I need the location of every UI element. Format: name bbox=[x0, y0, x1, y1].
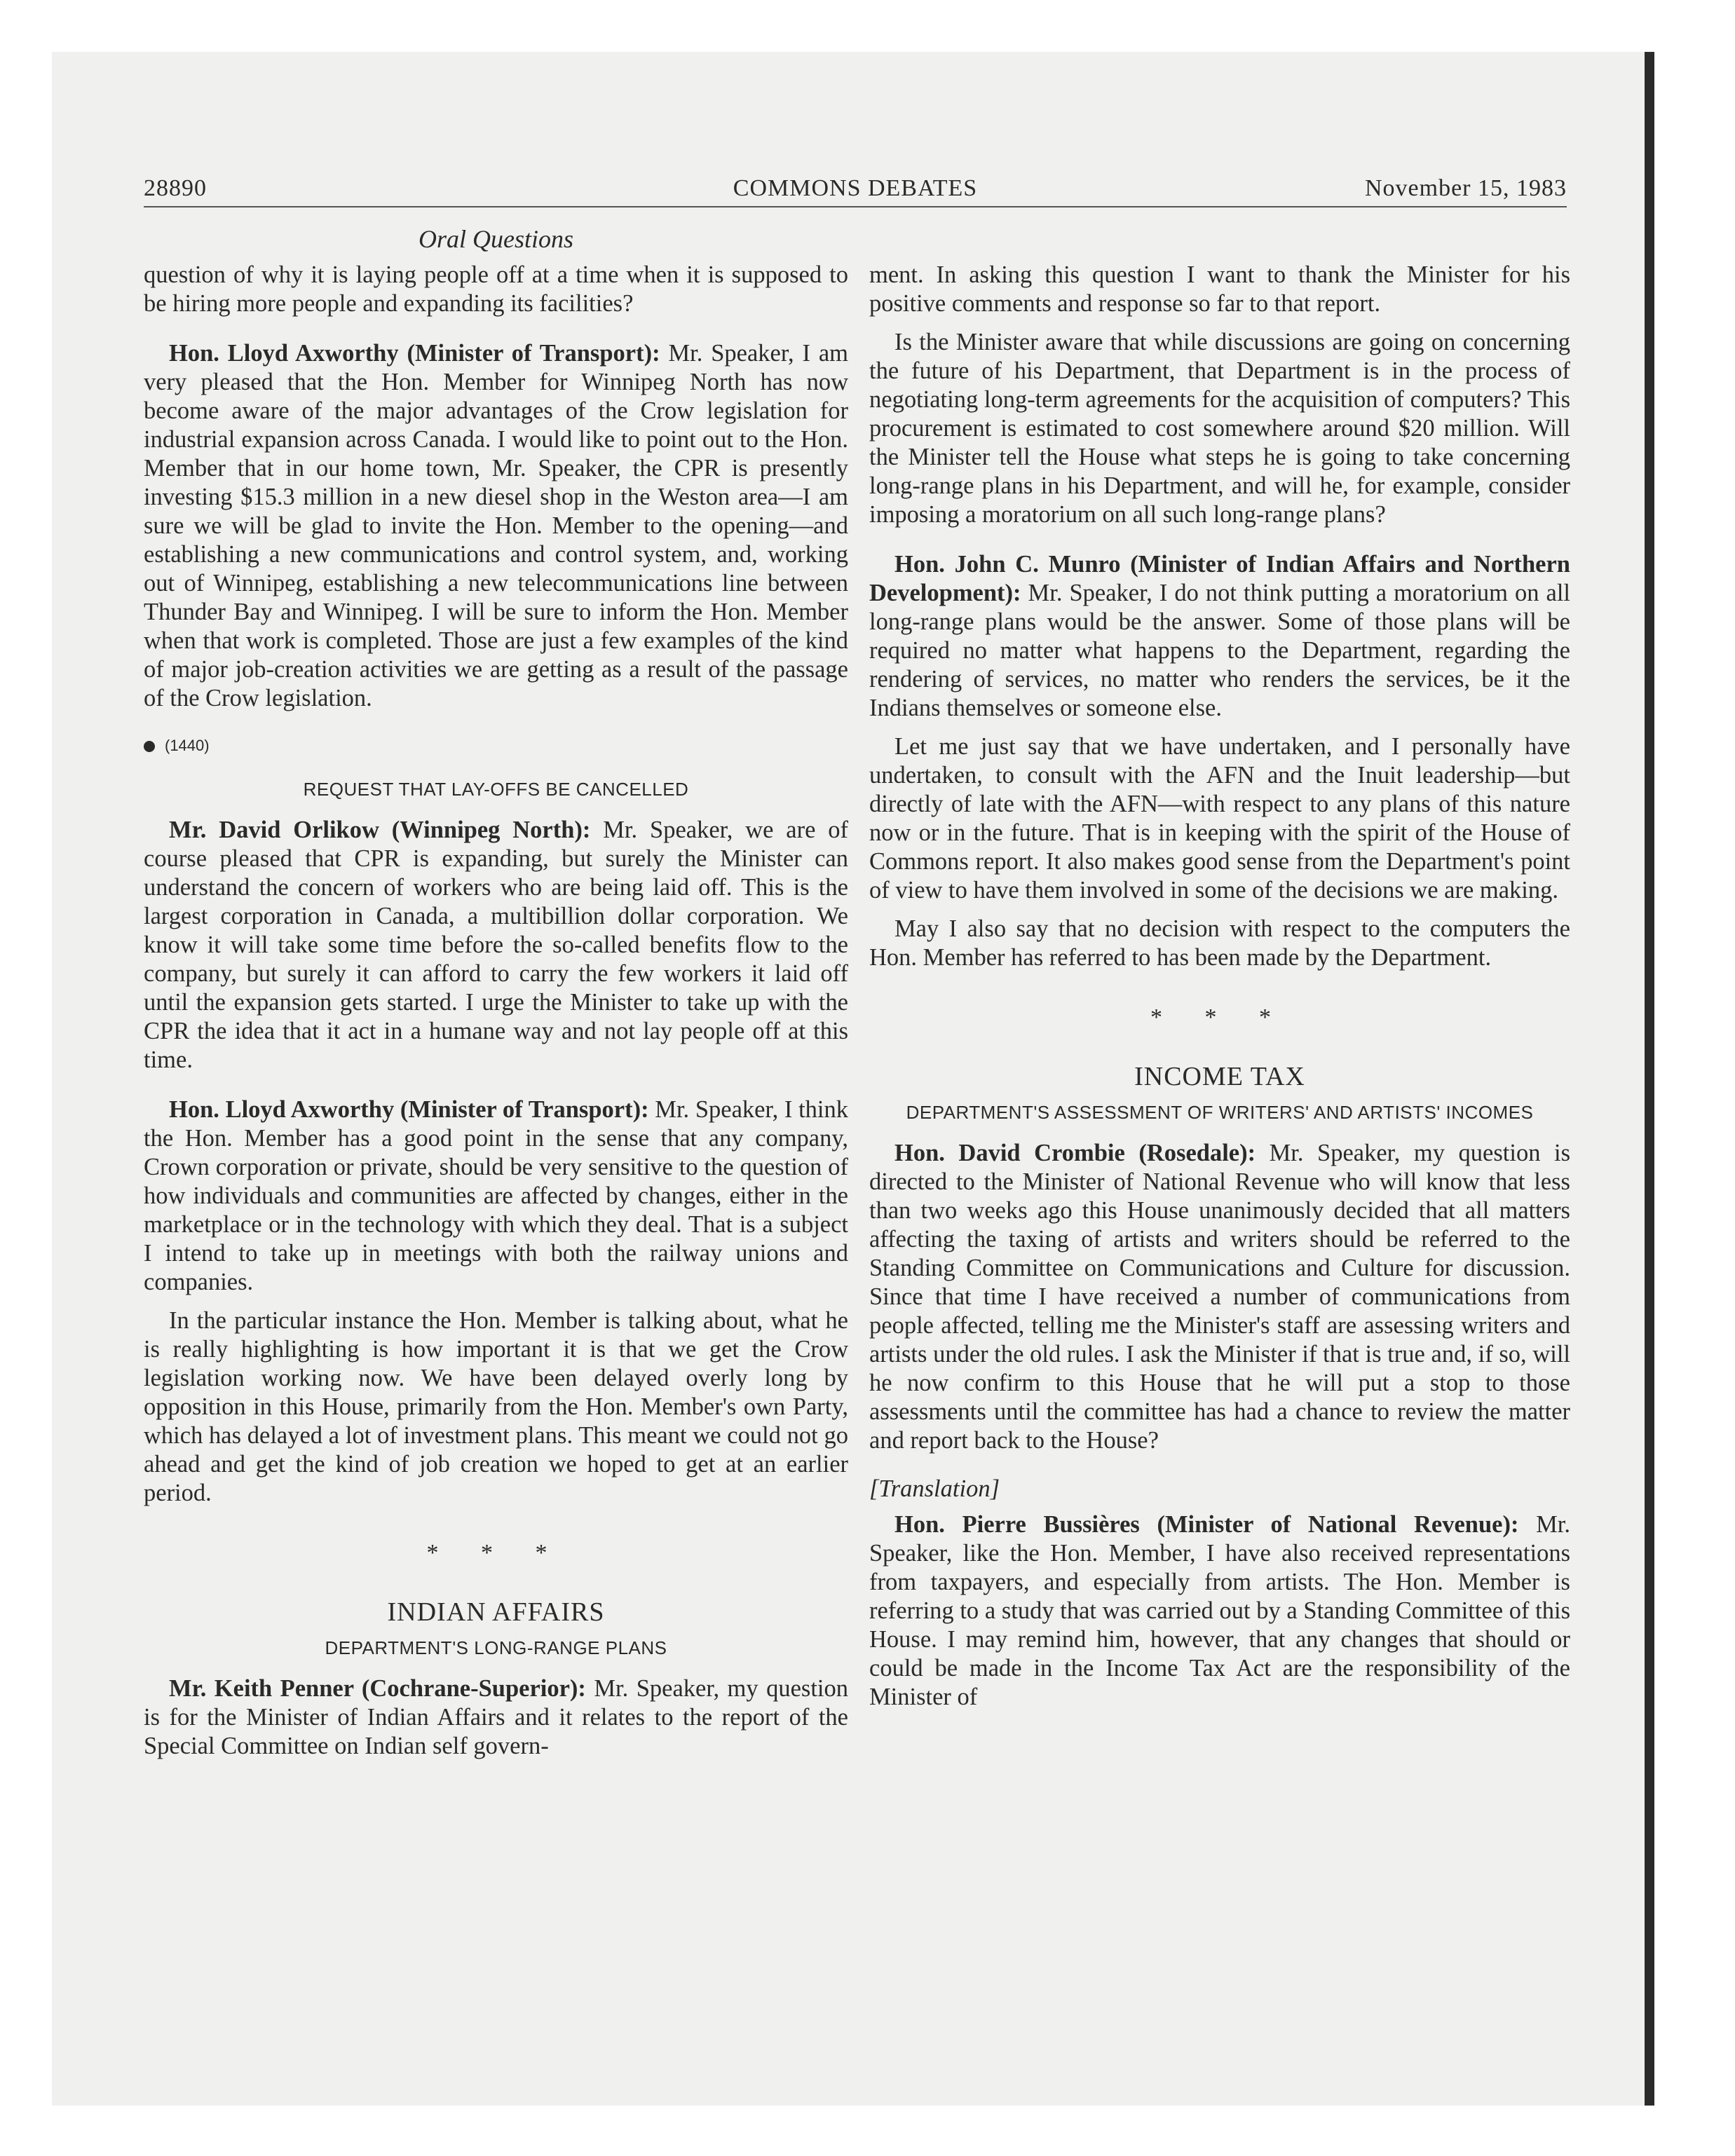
subheading: DEPARTMENT'S LONG-RANGE PLANS bbox=[325, 1637, 667, 1658]
translation-marker: [Translation] bbox=[869, 1475, 1000, 1502]
paragraph: ment. In asking this question I want to thank the Minister for his positive comments and response so far to that report. bbox=[869, 261, 1570, 317]
speech-text: Mr. Speaker, my question is for the Minister of Indian Affairs and it relates to the report of the Special Committee on Indian self govern- bbox=[144, 1675, 848, 1759]
section-divider: * * * bbox=[426, 1540, 566, 1566]
speaker-name: Mr. Keith Penner (Cochrane-Superior): bbox=[169, 1675, 586, 1702]
publication-title: COMMONS DEBATES bbox=[733, 175, 978, 201]
section-label: Oral Questions bbox=[418, 225, 573, 253]
publication-date: November 15, 1983 bbox=[1364, 175, 1567, 201]
section-divider: * * * bbox=[1150, 1004, 1289, 1030]
subheading: DEPARTMENT'S ASSESSMENT OF WRITERS' AND ARTISTS' INCOMES bbox=[906, 1102, 1534, 1123]
paragraph bbox=[144, 339, 848, 713]
paragraph bbox=[144, 1674, 848, 1761]
paragraph bbox=[869, 1510, 1570, 1712]
speech-text: Mr. Speaker, I do not think putting a moratorium on all long-range plans would be the answer. Some of those plans will be required no matter what happens to the Department, regarding the rendering of services, no matter who renders the services, be it the Indians themselves or someone else. bbox=[869, 580, 1570, 721]
subheading: REQUEST THAT LAY-OFFS BE CANCELLED bbox=[303, 779, 689, 800]
section-heading: INCOME TAX bbox=[1134, 1062, 1305, 1091]
paragraph: May I also say that no decision with respect to the computers the Hon. Member has referred to has been made by the Department. bbox=[869, 915, 1570, 971]
speaker-name: Hon. Pierre Bussières (Minister of National Revenue): bbox=[894, 1511, 1519, 1538]
paragraph: In the particular instance the Hon. Member is talking about, what he is really highlighting is how important it is that we get the Crow legislation working now. We have been delayed overly long by opposition in this House, primarily from the Hon. Member's own Party, which has delayed a lot of investment plans. This meant we could not go ahead and get the kind of job creation we hoped to get at an earlier period. bbox=[144, 1307, 848, 1506]
paragraph bbox=[144, 1096, 848, 1297]
speech-text: Mr. Speaker, we are of course pleased that CPR is expanding, but surely the Minister can understand the concern of workers who are being laid off. This is the largest corporation in Canada, a multibillion dollar corporation. We know it will take some time before the so-called benefits flow to the company, but surely it can afford to carry the few workers it laid off until the expansion gets started. I urge the Minister to take up with the CPR the idea that it act in a humane way and not lay people off at this time. bbox=[144, 817, 849, 1073]
left-column bbox=[144, 261, 848, 1770]
speaker-name: Mr. David Orlikow (Winnipeg North): bbox=[169, 817, 591, 843]
speaker-name: Hon. Lloyd Axworthy (Minister of Transport): bbox=[169, 340, 660, 367]
paragraph: question of why it is laying people off at a time when it is supposed to be hiring more people and expanding its facilities? bbox=[144, 261, 848, 317]
speech-text: Mr. Speaker, I think the Hon. Member has a good point in the sense that any company, Crown corporation or private, should be very sensitive to the question of how individuals and communities are affected by changes, either in the marketplace or in the technology with which they deal. That is a subject I intend to take up in meetings with both the railway unions and companies. bbox=[144, 1096, 848, 1295]
speech-text: Mr. Speaker, like the Hon. Member, I have also received representations from taxpayers, and especially from artists. The Hon. Member is referring to a study that was carried out by a Standing Committee of this House. I may remind him, however, that any changes that should or could be made in the Income Tax Act are the responsibility of the Minister of bbox=[869, 1511, 1571, 1710]
page-header bbox=[144, 175, 1567, 207]
page-number: 28890 bbox=[144, 175, 207, 201]
paragraph: Is the Minister aware that while discussions are going on concerning the future of his Department, that Department is in the process of negotiating long-term agreements for the acquisition of computers? This procurement is estimated to cost somewhere around $20 million. Will the Minister tell the House what steps he is going to take concerning long-range plans in his Department, and will he, for example, consider imposing a moratorium on all such long-range plans? bbox=[869, 329, 1570, 528]
bullet-icon bbox=[144, 741, 155, 752]
time-marker: (1440) bbox=[144, 731, 848, 760]
speaker-name: Hon. John C. Munro (Minister of Indian Affairs and Northern Development): bbox=[869, 551, 1570, 606]
speaker-name: Hon. David Crombie (Rosedale): bbox=[894, 1140, 1256, 1166]
paragraph bbox=[869, 550, 1570, 723]
paragraph: Let me just say that we have undertaken, and I personally have undertaken, to consult with the AFN and the Inuit leadership—but directly of late with the AFN—with respect to any plans of this nature now or in the future. That is in keeping with the spirit of the House of Commons report. It also makes good sense from the Department's point of view to have them involved in some of the decisions we are making. bbox=[869, 733, 1570, 903]
paragraph bbox=[869, 1139, 1570, 1455]
section-heading: INDIAN AFFAIRS bbox=[387, 1597, 605, 1627]
speech-text: Mr. Speaker, my question is directed to the Minister of National Revenue who will know that less than two weeks ago this House unanimously decided that all matters affecting the taxing of artists and writers should be referred to the Standing Committee on Communications and Culture for discussion. Since that time I have received a number of communications from people affected, telling me the Minister's staff are assessing writers and artists under the old rules. I ask the Minister if that is true and, if so, will he now confirm to this House that he will put a stop to those assessments until the committee has had a chance to review the matter and report back to the House? bbox=[869, 1140, 1571, 1454]
right-column bbox=[869, 261, 1570, 1721]
speech-text: Mr. Speaker, I am very pleased that the Hon. Member for Winnipeg North has now become aware of the major advantages of the Crow legislation for industrial expansion across Canada. I would like to point out to the Hon. Member that in our home town, Mr. Speaker, the CPR is presently investing $15.3 million in a new diesel shop in the Weston area—I am sure we will be glad to invite the Hon. Member to the opening—and establishing a new communications and control system, and, working out of Winnipeg, establishing a new telecommunications line between Thunder Bay and Winnipeg. I will be sure to inform the Hon. Member when that work is completed. Those are just a few examples of the kind of major job-creation activities we are getting as a result of the passage of the Crow legislation. bbox=[144, 340, 848, 711]
speaker-name: Hon. Lloyd Axworthy (Minister of Transport): bbox=[169, 1096, 649, 1123]
paragraph bbox=[144, 816, 848, 1074]
